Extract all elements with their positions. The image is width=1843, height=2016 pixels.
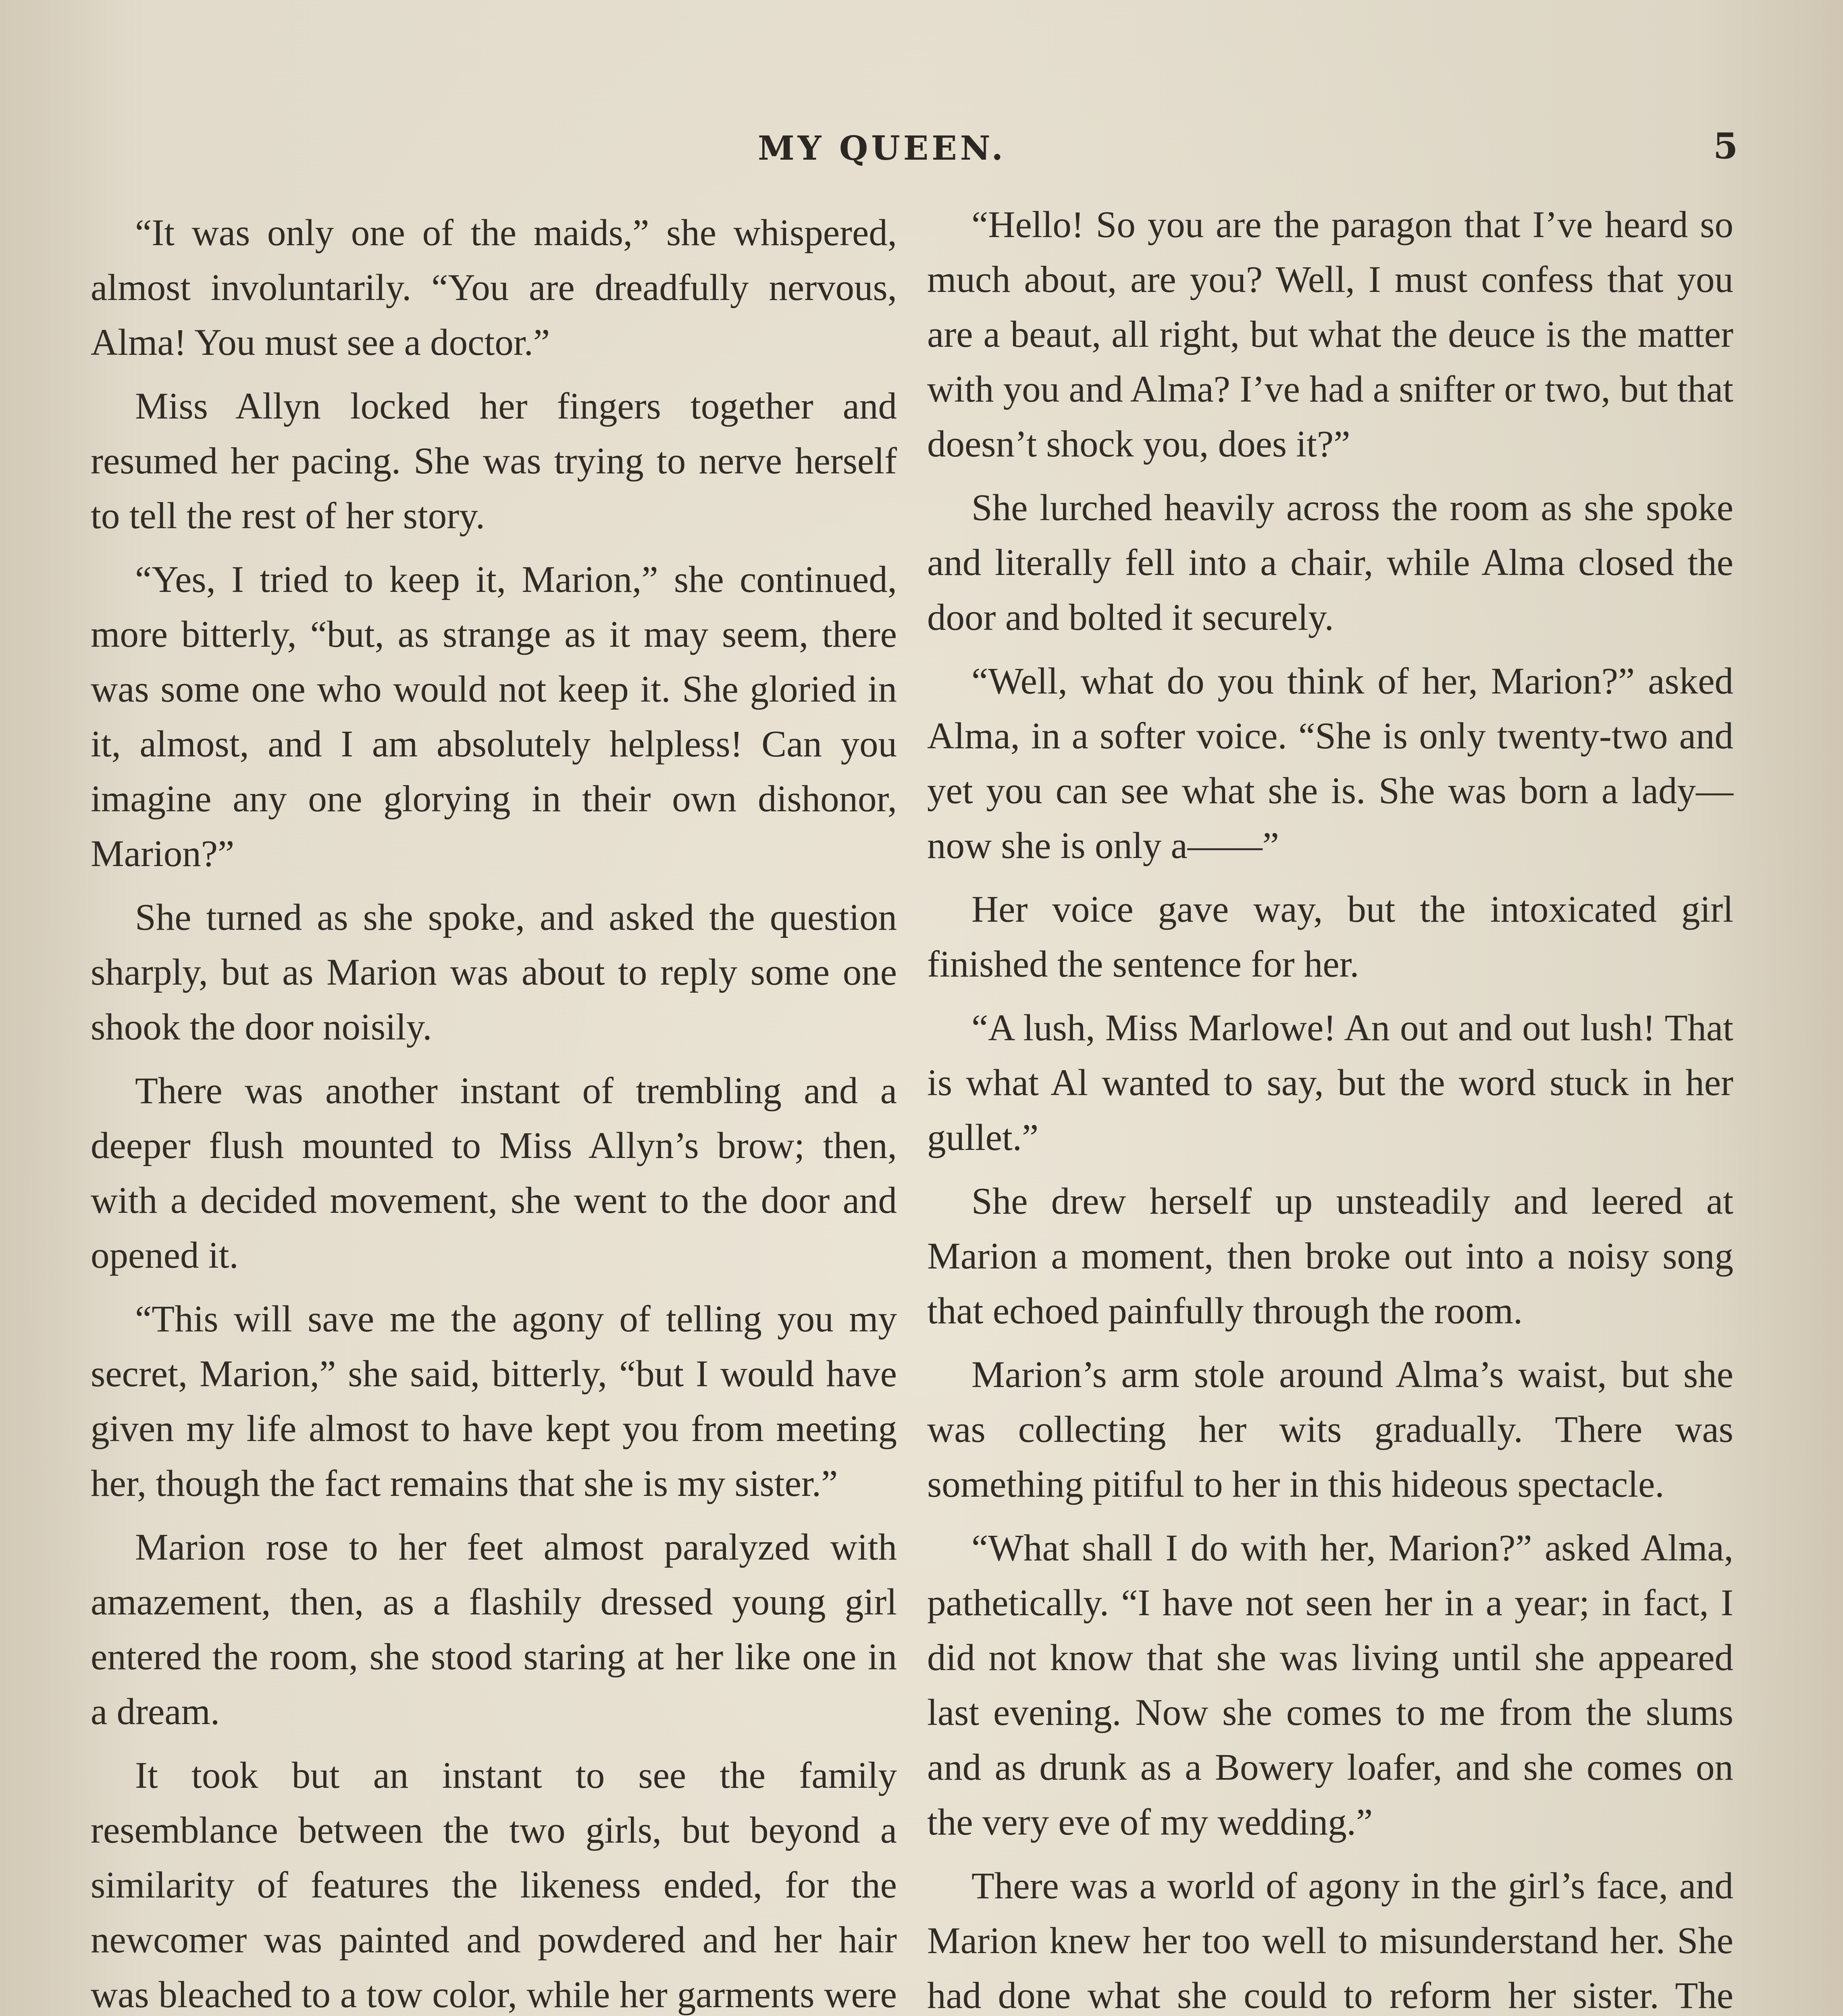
paragraph: “Well, what do you think of her, Marion?” asked Alma, in a softer voice. “She is only twenty-two and yet you can see what she is. She was born a lady—now she is only a——” bbox=[927, 660, 1733, 866]
paragraph: She lurched heavily across the room as she spoke and literally fell into a chair, while Alma closed the door and bolted it securely. bbox=[927, 487, 1733, 638]
paragraph: Marion rose to her feet almost paralyzed with amazement, then, as a flashily dressed young girl entered the room, she stood staring at her like one in a dream. bbox=[91, 1527, 897, 1733]
running-title: MY QUEEN. bbox=[758, 129, 1007, 168]
paragraph: “Hello! So you are the paragon that I’ve heard so much about, are you? Well, I must confess that you are a beaut, all right, but what the deuce is the matter with you and Alma? I’ve had a snifter or two, but that doesn’t shock you, does it?” bbox=[927, 204, 1733, 465]
paragraph: There was another instant of trembling and a deeper flush mounted to Miss Allyn’s brow; then, with a decided movement, she went to the door and opened it. bbox=[91, 1070, 897, 1276]
paragraph: Miss Allyn locked her fingers together and resumed her pacing. She was trying to nerve herself to tell the rest of her story. bbox=[91, 385, 897, 537]
paragraph: “What shall I do with her, Marion?” asked Alma, pathetically. “I have not seen her in a year; in fact, I did not know that she was living until she appeared last evening. Now she comes to me from the slums and as drunk as a Bowery loafer, and she comes on the very eve of my wedding.” bbox=[927, 1527, 1733, 1843]
paragraph: There was a world of agony in the girl’s face, and Marion knew her too well to misunderstand her. She had done what she could to reform her sister. The bbox=[927, 1865, 1733, 2016]
paragraph: Her voice gave way, but the intoxicated girl finished the sentence for her. bbox=[927, 889, 1733, 985]
paragraph: Marion’s arm stole around Alma’s waist, but she was collecting her wits gradually. There was something pitiful to her in this hideous spectacle. bbox=[927, 1354, 1733, 1505]
paragraph: “Yes, I tried to keep it, Marion,” she continued, more bitterly, “but, as strange as it may seem, there was some one who would not keep it. She gloried in it, almost, and I am absolutely helpless! Can you imagine any one glorying in their own dishonor, Marion?” bbox=[91, 559, 897, 875]
paragraph: She turned as she spoke, and asked the question sharply, but as Marion was about to reply some one shook the door noisily. bbox=[91, 897, 897, 1048]
paragraph: “It was only one of the maids,” she whispered, almost involuntarily. “You are dreadfully nervous, Alma! You must see a doctor.” bbox=[91, 212, 897, 363]
page-number: 5 bbox=[1713, 125, 1738, 167]
left-column bbox=[91, 206, 897, 2016]
paragraph: She drew herself up unsteadily and leered at Marion a moment, then broke out into a noisy song that echoed painfully through the room. bbox=[927, 1181, 1733, 1332]
right-column bbox=[927, 198, 1733, 2016]
page-header bbox=[0, 121, 1843, 185]
paragraph: “A lush, Miss Marlowe! An out and out lush! That is what Al wanted to say, but the word stuck in her gullet.” bbox=[927, 1007, 1733, 1158]
paragraph: It took but an instant to see the family resemblance between the two girls, but beyond a similarity of features the likeness ended, for the newcomer was painted and powdered and her hair was bleached to a tow color, while her garments were bbox=[91, 1755, 897, 2016]
paragraph: “This will save me the agony of telling you my secret, Marion,” she said, bitterly, “but I would have given my life almost to have kept you from meeting her, though the fact remains that she is my sister.” bbox=[91, 1298, 897, 1504]
